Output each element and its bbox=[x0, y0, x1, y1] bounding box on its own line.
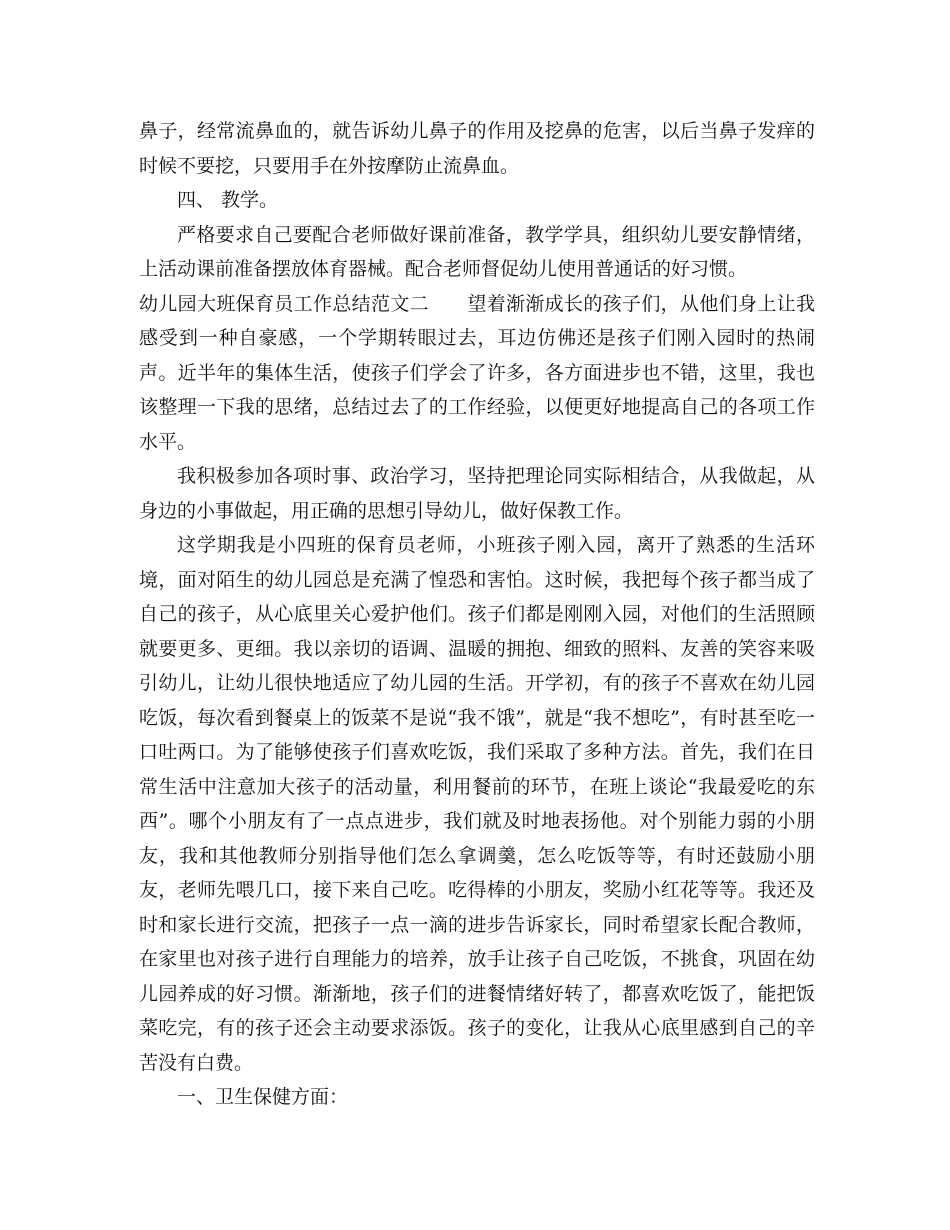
section-heading-teaching: 四、 教学。 bbox=[177, 189, 279, 211]
document-body bbox=[139, 114, 815, 1115]
section-heading-hygiene: 一、卫生保健方面： bbox=[177, 1086, 349, 1108]
paragraph-class-care: 这学期我是小四班的保育员老师，小班孩子刚入园，离开了熟悉的生活环境，面对陌生的幼儿园总是充满了惶恐和害怕。这时候，我把每个孩子都当成了自己的孩子，从心底里关心爱护他们。孩子们都是刚刚入园，对他们的生活照顾就要更多、更细。我以亲切的语调、温暖的拥抱、细致的照料、友善的笑容来吸引幼儿，让幼儿很快地适应了幼儿园的生活。开学初，有的孩子不喜欢在幼儿园吃饭，每次看到餐桌上的饭菜不是说“我不饿”，就是“我不想吃”，有时甚至吃一口吐两口。为了能够使孩子们喜欢吃饭，我们采取了多种方法。首先，我们在日常生活中注意加大孩子的活动量，利用餐前的环节，在班上谈论“我最爱吃的东西”。哪个小朋友有了一点点进步，我们就及时地表扬他。对个别能力弱的小朋友，我和其他教师分别指导他们怎么拿调羹，怎么吃饭等等，有时还鼓励小朋友，老师先喂几口，接下来自己吃。吃得棒的小朋友，奖励小红花等等。我还及时和家长进行交流，把孩子一点一滴的进步告诉家长，同时希望家长配合教师，在家里也对孩子进行自理能力的培养，放手让孩子自己吃饭，不挑食，巩固在幼儿园养成的好习惯。渐渐地，孩子们的进餐情绪好转了，都喜欢吃饭了，能把饭菜吃完，有的孩子还会主动要求添饭。孩子的变化，让我从心底里感到自己的辛苦没有白费。 bbox=[139, 534, 815, 1074]
paragraph-political-study: 我积极参加各项时事、政治学习，坚持把理论同实际相结合，从我做起，从身边的小事做起，用正确的思想引导幼儿，做好保教工作。 bbox=[139, 465, 815, 522]
paragraph-summary-two bbox=[139, 287, 815, 460]
paragraph-teaching: 严格要求自己要配合老师做好课前准备，教学学具，组织幼儿要安静情绪，上活动课前准备摆放体育器械。配合老师督促幼儿使用普通话的好习惯。 bbox=[139, 223, 815, 280]
paragraph-summary-two-text: 望着渐渐成长的孩子们，从他们身上让我感受到一种自豪感，一个学期转眼过去，耳边仿佛还是孩子们刚入园时的热闹声。近半年的集体生活，使孩子们学会了许多，各方面进步也不错，这里，我也该整理一下我的思绪，总结过去了的工作经验，以便更好地提高自己的各项工作水平。 bbox=[139, 292, 815, 453]
article-title: 幼儿园大班保育员工作总结范文二 bbox=[139, 292, 429, 315]
paragraph-nose-care: 鼻子，经常流鼻血的，就告诉幼儿鼻子的作用及挖鼻的危害，以后当鼻子发痒的时候不要挖，只要用手在外按摩防止流鼻血。 bbox=[139, 120, 815, 177]
